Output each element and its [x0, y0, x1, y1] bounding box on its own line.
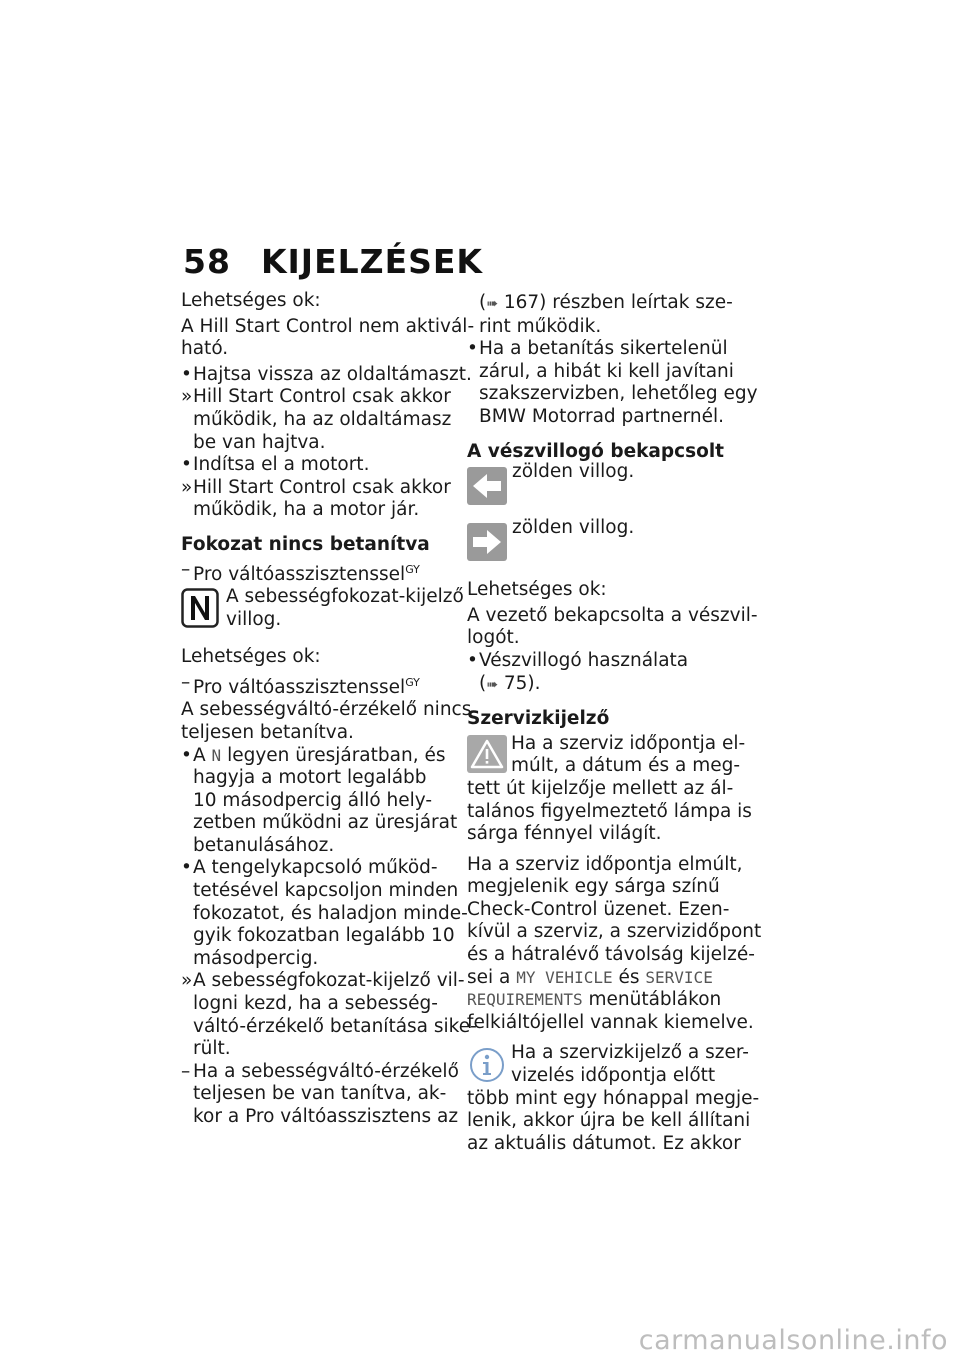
cause-text: A sebességváltó-érzékelő nincs teljesen betanítva.	[181, 699, 472, 743]
dash-item: – Pro váltóasszisztenssel$^{GY}$	[181, 558, 420, 585]
arrow-right-icon	[467, 523, 507, 561]
page-title	[183, 242, 483, 281]
list-item: • Vészvillogó használata (➠ 75).	[467, 649, 689, 694]
service-text: Ha a szerviz időpontja elmúlt, megjelenik egy sárga színű Check-Control üzenet. Ezen- kívül a szerviz, a szervizidőpont és a hátralévő távolság kijelzé- sei a MY VEHICLE és SERVICE REQUIREMENTS menütáblákon felkiáltójellel vannak kiemelve.	[467, 853, 762, 1033]
list-item: • Hajtsa vissza az oldaltámaszt.	[181, 363, 472, 385]
warning-triangle-icon	[467, 735, 507, 773]
dash-item: – Ha a sebességváltó-érzékelő teljesen be van tanítva, ak- kor a Pro váltóasszisztens az	[181, 1060, 459, 1127]
cause-label: Lehetséges ok:	[181, 290, 321, 311]
cause-text: A Hill Start Control nem aktivál- ható.	[181, 315, 475, 360]
list-item: » Hill Start Control csak akkor működik, ha az oldaltámasz be van hajtva.	[181, 386, 452, 453]
hazard-left-row: zölden villog.	[467, 465, 739, 517]
info-icon	[467, 1046, 507, 1084]
paren-open: (	[479, 672, 487, 694]
list-item: • Indítsa el a motort.	[181, 454, 370, 476]
page-ref-arrow-icon: ➠	[486, 676, 498, 693]
page-number: 58	[183, 242, 231, 281]
chapter-title: KIJELZÉSEK	[260, 242, 483, 281]
bullet-icon: •	[181, 857, 192, 879]
page-ref-arrow-icon: ➠	[486, 296, 498, 312]
watermark: carmanualsonline.info	[638, 1325, 948, 1356]
result-arrow-icon: »	[181, 386, 193, 408]
cause-text: A vezető bekapcsolta a vészvil- logót.	[467, 604, 758, 649]
cause-label: Lehetséges ok:	[467, 579, 607, 601]
list-item: • A tengelykapcsoló működ- tetésével kapcsoljon minden fokozatot, és haladjon minde- gyik fokozatban legalább 10 másodpercig.	[181, 857, 468, 969]
bullet-icon: •	[181, 363, 192, 385]
right-column	[467, 292, 762, 1155]
list-item: • A N legyen üresjáratban, és hagyja a motort legalább 10 másodpercig álló hely- zetben működni az üresjárat betanulásához.	[181, 744, 458, 856]
service-warning-block: Ha a szerviz időpontja el- múlt, a dátum és a meg- tett út kijelzője mellett az ál- talános figyelmeztető lámpa is sárga fénnyel világít.	[467, 732, 752, 845]
result-arrow-icon: »	[181, 476, 193, 498]
section-heading: Fokozat nincs betanítva	[181, 533, 430, 555]
list-item: » Hill Start Control csak akkor működik, ha a motor jár.	[181, 476, 451, 521]
bullet-icon: •	[467, 338, 478, 360]
continued-text: (➠ 167) részben leírtak sze- rint működik.	[479, 292, 733, 337]
section-heading: A vészvillogó bekapcsolt	[467, 440, 725, 462]
hazard-right-row: zölden villog.	[467, 517, 739, 569]
bullet-icon: •	[181, 744, 192, 766]
neutral-gear-icon	[181, 588, 219, 628]
dash-icon: –	[181, 671, 191, 693]
neutral-indicator-row: A sebességfokozat-kijelző villog.	[181, 586, 451, 638]
arrow-left-icon	[467, 467, 507, 505]
paren-open: (	[479, 292, 487, 313]
list-item: » A sebességfokozat-kijelző vil- logni kezd, ha a sebesség- váltó-érzékelő betanítása sike- rült.	[181, 970, 477, 1060]
result-arrow-icon: »	[181, 970, 193, 992]
cause-label: Lehetséges ok:	[181, 646, 321, 668]
left-column	[181, 290, 477, 1129]
bullet-icon: •	[467, 649, 478, 671]
info-block: Ha a szervizkijelző a szer- vizelés időpontja előtt több mint egy hónappal megje- lenik, akkor újra be kell állítani az aktuális dátumot. Ez akkor	[467, 1042, 760, 1154]
dash-icon: –	[181, 1060, 191, 1082]
dash-icon: –	[181, 558, 191, 580]
list-item: • Ha a betanítás sikertelenül zárul, a hibát ki kell javítani szakszervizben, lehetőleg egy BMW Motorrad partnernél.	[467, 338, 758, 427]
dash-item: – Pro váltóasszisztenssel$^{GY}$	[181, 671, 420, 698]
bullet-icon: •	[181, 454, 192, 476]
section-heading: Szervizkijelző	[467, 708, 610, 730]
